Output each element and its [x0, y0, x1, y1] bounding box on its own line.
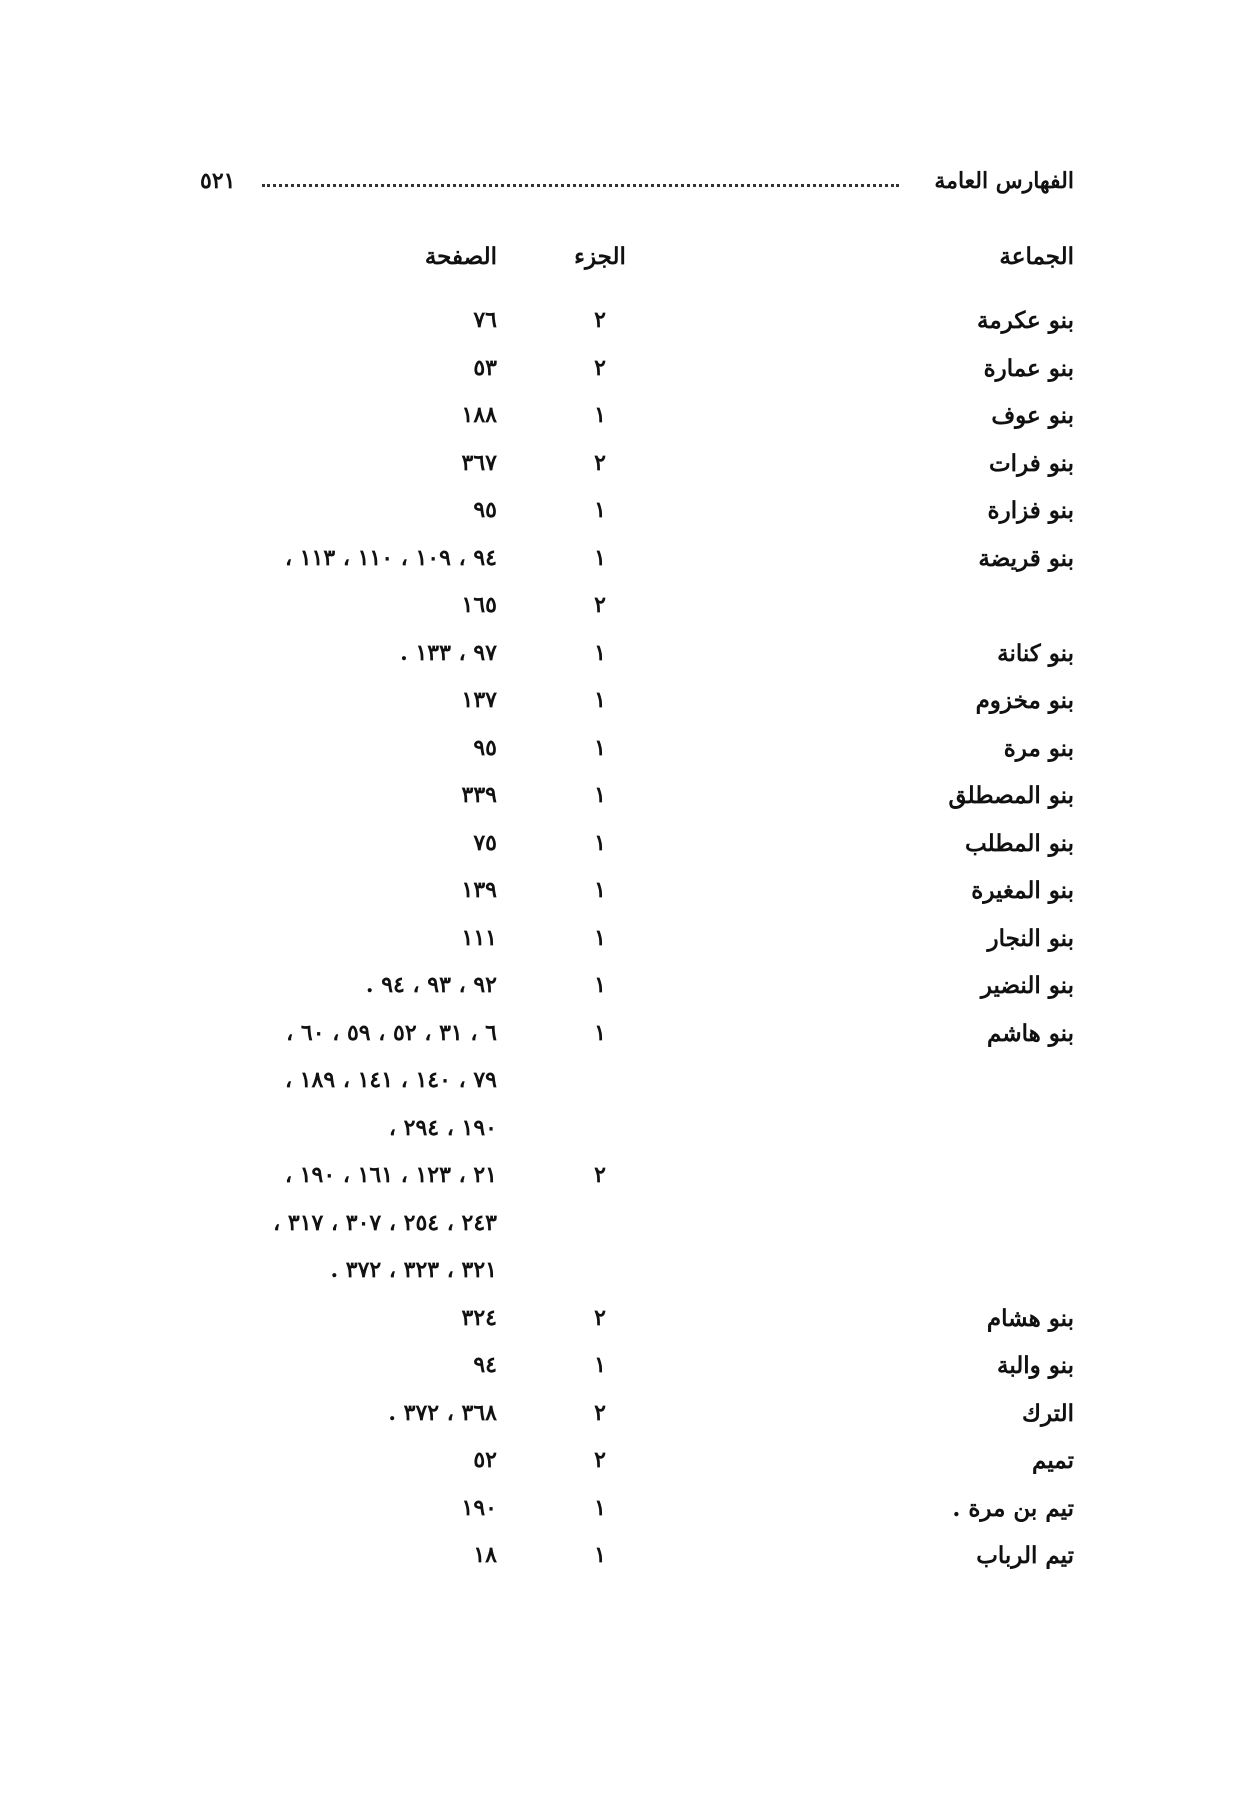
- group-name: تيم الرباب: [976, 1542, 1074, 1569]
- table-row: [0, 735, 1249, 783]
- group-name: تميم: [1032, 1447, 1074, 1474]
- running-head-title: الفهارس العامة: [934, 168, 1074, 194]
- table-row: [0, 450, 1249, 498]
- page-numbers: ٧٩ ، ١٤٠ ، ١٤١ ، ١٨٩ ،: [284, 1067, 497, 1093]
- group-name: بنو كنانة: [997, 639, 1074, 667]
- part-number: ١: [594, 687, 606, 713]
- part-number: ١: [594, 639, 606, 666]
- running-head: [200, 168, 1074, 202]
- page-numbers: ٣٦٨ ، ٣٧٢ .: [388, 1399, 497, 1426]
- page-numbers: ١٩٠ ، ٢٩٤ ،: [388, 1114, 497, 1141]
- part-number: ١: [594, 924, 606, 951]
- part-number: ١: [594, 402, 606, 428]
- column-header-group: الجماعة: [999, 243, 1074, 270]
- group-name: بنو قريضة: [978, 544, 1074, 572]
- page-numbers: ٢١ ، ١٢٣ ، ١٦١ ، ١٩٠ ،: [284, 1162, 497, 1188]
- page-numbers: ٥٢: [473, 1447, 497, 1473]
- table-row: [0, 925, 1249, 973]
- page-numbers: ٩٥: [473, 734, 497, 761]
- group-name: بنو والبة: [996, 1352, 1074, 1379]
- table-row: [0, 1447, 1249, 1495]
- part-number: ٢: [594, 592, 606, 618]
- page-numbers: ١٩٠: [461, 1494, 497, 1521]
- page-numbers: ١٦٥: [461, 592, 497, 618]
- page-numbers: ١٣٧: [461, 687, 497, 713]
- part-number: ٢: [594, 307, 606, 333]
- table-row: [0, 1400, 1249, 1448]
- page-numbers: ١١١: [461, 924, 497, 951]
- group-name: تيم بن مرة .: [952, 1494, 1074, 1522]
- page-numbers: ١٨: [473, 1542, 497, 1568]
- table-row: [0, 307, 1249, 355]
- page-numbers: ٧٥: [473, 829, 497, 856]
- table-row: [0, 1115, 1249, 1163]
- group-name: بنو مخزوم: [975, 687, 1074, 714]
- column-header-part: الجزء: [574, 243, 626, 270]
- part-number: ٢: [594, 354, 606, 381]
- group-name: الترك: [1022, 1399, 1074, 1427]
- part-number: ١: [594, 877, 606, 903]
- table-row: [0, 782, 1249, 830]
- part-number: ١: [594, 497, 606, 523]
- table-row: [0, 1542, 1249, 1590]
- part-number: ١: [594, 782, 606, 808]
- page-numbers: ٧٦: [473, 307, 497, 333]
- part-number: ١: [594, 1494, 606, 1521]
- part-number: ١: [594, 1019, 606, 1046]
- part-number: ١: [594, 734, 606, 761]
- table-row: [0, 830, 1249, 878]
- page-number: ٥٢١: [200, 168, 236, 194]
- part-number: ٢: [594, 1162, 606, 1188]
- table-row: [0, 877, 1249, 925]
- table-row: [0, 1352, 1249, 1400]
- leader-dots: [262, 184, 899, 187]
- part-number: ٢: [594, 1304, 606, 1331]
- group-name: بنو هاشم: [987, 1019, 1074, 1047]
- page-numbers: ٩٤: [473, 1352, 497, 1378]
- table-row: [0, 545, 1249, 593]
- part-number: ١: [594, 544, 606, 571]
- table-row: [0, 1495, 1249, 1543]
- table-row: [0, 1067, 1249, 1115]
- part-number: ١: [594, 829, 606, 856]
- page-numbers: ٩٢ ، ٩٣ ، ٩٤ .: [365, 972, 497, 998]
- page-numbers: ٣٦٧: [461, 449, 497, 476]
- page-numbers: ٣٢٤: [461, 1304, 497, 1331]
- part-number: ٢: [594, 1399, 606, 1426]
- part-number: ٢: [594, 449, 606, 476]
- table-row: [0, 1162, 1249, 1210]
- group-name: بنو المصطلق: [948, 782, 1074, 809]
- group-name: بنو المغيرة: [971, 877, 1074, 904]
- table-row: [0, 1257, 1249, 1305]
- index-table: [0, 307, 1249, 1590]
- group-name: بنو النجار: [987, 924, 1074, 952]
- table-row: [0, 1305, 1249, 1353]
- table-row: [0, 640, 1249, 688]
- table-row: [0, 592, 1249, 640]
- table-row: [0, 972, 1249, 1020]
- table-row: [0, 497, 1249, 545]
- page-numbers: ١٣٩: [461, 877, 497, 903]
- page-numbers: ٩٥: [473, 497, 497, 523]
- part-number: ٢: [594, 1447, 606, 1473]
- group-name: بنو عمارة: [983, 354, 1074, 382]
- group-name: بنو مرة: [1003, 734, 1074, 762]
- page-numbers: ٢٤٣ ، ٢٥٤ ، ٣٠٧ ، ٣١٧ ،: [273, 1209, 497, 1236]
- group-name: بنو هشام: [986, 1304, 1074, 1332]
- column-header-page: الصفحة: [424, 243, 497, 270]
- page-numbers: ٥٣: [473, 354, 497, 381]
- group-name: بنو النضير: [980, 972, 1074, 999]
- table-row: [0, 355, 1249, 403]
- group-name: بنو عكرمة: [977, 307, 1074, 334]
- page-numbers: ٩٤ ، ١٠٩ ، ١١٠ ، ١١٣ ،: [284, 544, 497, 571]
- group-name: بنو المطلب: [965, 829, 1074, 857]
- table-row: [0, 687, 1249, 735]
- part-number: ١: [594, 1542, 606, 1568]
- page-numbers: ٣٣٩: [461, 782, 497, 808]
- page-numbers: ١٨٨: [461, 402, 497, 428]
- page-numbers: ٩٧ ، ١٣٣ .: [400, 639, 497, 666]
- table-row: [0, 402, 1249, 450]
- group-name: بنو عوف: [991, 402, 1074, 429]
- page-numbers: ٣٢١ ، ٣٢٣ ، ٣٧٢ .: [330, 1257, 497, 1283]
- part-number: ١: [594, 972, 606, 998]
- table-row: [0, 1210, 1249, 1258]
- group-name: بنو فزارة: [987, 497, 1074, 524]
- group-name: بنو فرات: [989, 449, 1074, 477]
- part-number: ١: [594, 1352, 606, 1378]
- table-row: [0, 1020, 1249, 1068]
- page-numbers: ٦ ، ٣١ ، ٥٢ ، ٥٩ ، ٦٠ ،: [286, 1019, 497, 1046]
